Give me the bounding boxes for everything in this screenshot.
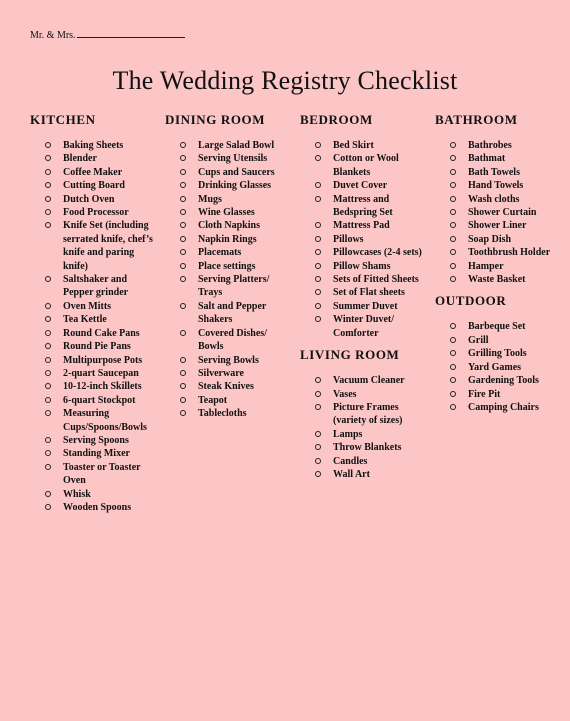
circle-bullet-icon	[315, 458, 321, 464]
checklist-item-label: Pillowcases (2-4 sets)	[333, 247, 422, 259]
circle-bullet-icon	[450, 196, 456, 202]
checklist-item	[30, 273, 158, 300]
checklist-item	[300, 273, 428, 286]
checklist-item-label: Large Salad Bowl	[198, 140, 275, 151]
checklist-item	[435, 219, 563, 232]
circle-bullet-icon	[45, 450, 51, 456]
circle-bullet-icon	[315, 196, 321, 202]
checklist-item-label: Duvet Cover	[333, 180, 388, 192]
column-3	[300, 112, 428, 481]
checklist-item	[300, 246, 428, 259]
checklist-item	[30, 367, 158, 380]
checklist-item-label: Vases	[333, 388, 357, 400]
checklist-item-label: Lamps	[333, 428, 363, 440]
checklist-item-label: Grill	[468, 334, 489, 346]
circle-bullet-icon	[450, 263, 456, 269]
checklist-item-label: Cotton or Wool Blankets	[333, 153, 399, 178]
checklist-item	[30, 461, 158, 488]
column-4	[435, 112, 563, 414]
checklist-item	[435, 233, 563, 246]
circle-bullet-icon	[180, 410, 186, 416]
circle-bullet-icon	[450, 182, 456, 188]
circle-bullet-icon	[45, 370, 51, 376]
section-heading: BEDROOM	[300, 112, 373, 127]
circle-bullet-icon	[450, 209, 456, 215]
checklist-item	[300, 152, 428, 179]
circle-bullet-icon	[45, 397, 51, 403]
section-heading: OUTDOOR	[435, 293, 507, 309]
checklist-item	[30, 179, 158, 192]
checklist-item	[435, 320, 563, 333]
checklist-item-label: Cups and Saucers	[198, 166, 275, 178]
circle-bullet-icon	[45, 437, 51, 443]
circle-bullet-icon	[450, 364, 456, 370]
checklist-item-label: Gardening Tools	[468, 375, 539, 387]
circle-bullet-icon	[180, 249, 186, 255]
circle-bullet-icon	[180, 142, 186, 148]
names-blank	[77, 28, 185, 38]
checklist-item	[30, 354, 158, 367]
checklist-item-label: Wash cloths	[468, 193, 520, 205]
checklist-item	[300, 401, 428, 428]
circle-bullet-icon	[45, 169, 51, 175]
checklist-item-label: Sets of Fitted Sheets	[333, 274, 419, 286]
circle-bullet-icon	[45, 196, 51, 202]
checklist-item	[30, 139, 158, 152]
checklist-item-label: Multipurpose Pots	[63, 354, 143, 366]
circle-bullet-icon	[180, 263, 186, 269]
checklist-item-label: Mugs	[198, 193, 222, 205]
checklist-item-label: Knife Set (including serrated knife, chef’s knife and paring knife)	[63, 220, 153, 272]
checklist-item	[435, 388, 563, 401]
checklist-item	[300, 286, 428, 299]
checklist-item	[435, 193, 563, 206]
circle-bullet-icon	[450, 350, 456, 356]
checklist-item	[165, 246, 293, 259]
checklist-item-label: Candles	[333, 455, 368, 467]
checklist-item	[30, 206, 158, 219]
checklist-item	[435, 273, 563, 286]
circle-bullet-icon	[180, 196, 186, 202]
checklist-item	[165, 354, 293, 367]
circle-bullet-icon	[315, 316, 321, 322]
circle-bullet-icon	[450, 169, 456, 175]
circle-bullet-icon	[315, 182, 321, 188]
circle-bullet-icon	[180, 169, 186, 175]
checklist-item-label: Standing Mixer	[63, 448, 130, 460]
checklist-item	[435, 260, 563, 273]
circle-bullet-icon	[450, 222, 456, 228]
checklist-item-label: Dutch Oven	[63, 193, 115, 205]
circle-bullet-icon	[180, 182, 186, 188]
checklist-item-label: Tablecloths	[198, 408, 247, 420]
checklist-item	[300, 468, 428, 481]
checklist	[165, 139, 293, 421]
checklist-item-label: Pillows	[333, 233, 364, 245]
checklist-item-label: Drinking Glasses	[198, 180, 272, 192]
circle-bullet-icon	[180, 330, 186, 336]
checklist-item	[165, 219, 293, 232]
checklist-item-label: Bathmat	[468, 153, 506, 165]
circle-bullet-icon	[315, 471, 321, 477]
circle-bullet-icon	[45, 410, 51, 416]
checklist-item-label: Bathrobes	[468, 140, 512, 151]
checklist	[300, 139, 428, 340]
circle-bullet-icon	[315, 249, 321, 255]
checklist-item	[165, 166, 293, 179]
circle-bullet-icon	[45, 276, 51, 282]
circle-bullet-icon	[45, 464, 51, 470]
checklist-item-label: Measuring Cups/Spoons/Bowls	[63, 408, 147, 433]
column-1	[30, 112, 158, 514]
checklist-item	[165, 260, 293, 273]
column-2	[165, 112, 293, 421]
circle-bullet-icon	[45, 182, 51, 188]
checklist-item-label: Fire Pit	[468, 388, 501, 400]
checklist-item-label: Placemats	[198, 247, 242, 259]
checklist-item-label: Summer Duvet	[333, 300, 398, 312]
checklist-item-label: Toaster or Toaster Oven	[63, 461, 141, 487]
checklist-item	[300, 193, 428, 220]
checklist-item-label: Mattress Pad	[333, 220, 390, 232]
circle-bullet-icon	[315, 289, 321, 295]
checklist-item-label: 2-quart Saucepan	[63, 367, 139, 379]
checklist-item-label: Hamper	[468, 260, 504, 272]
checklist-item	[30, 219, 158, 273]
checklist-item	[165, 367, 293, 380]
checklist-item-label: Place settings	[198, 260, 256, 272]
checklist-item	[300, 139, 428, 152]
checklist-item	[30, 434, 158, 447]
checklist-item	[165, 193, 293, 206]
checklist	[435, 320, 563, 414]
circle-bullet-icon	[180, 383, 186, 389]
checklist-item	[300, 313, 428, 340]
checklist-item-label: Wall Art	[333, 468, 370, 480]
checklist-item-label: Silverware	[198, 367, 244, 379]
circle-bullet-icon	[45, 343, 51, 349]
checklist-item	[165, 300, 293, 327]
circle-bullet-icon	[450, 236, 456, 242]
checklist-item-label: Round Pie Pans	[63, 341, 131, 353]
checklist-item-label: Serving Spoons	[63, 434, 129, 446]
checklist-item	[165, 380, 293, 393]
checklist-item-label: Saltshaker and Pepper grinder	[63, 274, 129, 299]
checklist-item-label: Cutting Board	[63, 180, 125, 192]
circle-bullet-icon	[450, 276, 456, 282]
checklist-item	[300, 260, 428, 273]
checklist-item-label: Teapot	[198, 394, 228, 406]
checklist-item-label: Throw Blankets	[333, 442, 402, 454]
circle-bullet-icon	[450, 142, 456, 148]
circle-bullet-icon	[45, 330, 51, 336]
checklist-item	[30, 501, 158, 514]
checklist-item-label: Grilling Tools	[468, 348, 527, 360]
checklist-item-label: Serving Bowls	[198, 354, 259, 366]
checklist-item-label: Yard Games	[468, 361, 522, 373]
circle-bullet-icon	[180, 155, 186, 161]
checklist-item-label: Wine Glasses	[198, 207, 255, 219]
section-heading: KITCHEN	[30, 112, 96, 127]
circle-bullet-icon	[450, 391, 456, 397]
checklist-item-label: Baking Sheets	[63, 140, 124, 151]
checklist-item	[300, 455, 428, 468]
checklist-item	[435, 401, 563, 414]
checklist-item-label: Camping Chairs	[468, 401, 539, 413]
checklist-item	[300, 441, 428, 454]
checklist-item	[30, 300, 158, 313]
checklist-item-label: Oven Mitts	[63, 300, 112, 312]
checklist-item-label: Winter Duvet/ Comforter	[333, 314, 395, 339]
circle-bullet-icon	[450, 155, 456, 161]
checklist-item	[165, 327, 293, 354]
checklist-item-label: Serving Platters/ Trays	[198, 274, 270, 299]
checklist-item	[30, 447, 158, 460]
checklist-item	[300, 179, 428, 192]
circle-bullet-icon	[45, 155, 51, 161]
circle-bullet-icon	[315, 155, 321, 161]
checklist-item-label: Bath Towels	[468, 166, 520, 178]
circle-bullet-icon	[450, 377, 456, 383]
circle-bullet-icon	[180, 209, 186, 215]
circle-bullet-icon	[180, 222, 186, 228]
checklist-item	[300, 219, 428, 232]
checklist-item-label: Napkin Rings	[198, 233, 257, 245]
circle-bullet-icon	[315, 431, 321, 437]
checklist-item	[435, 246, 563, 259]
checklist-item	[30, 166, 158, 179]
checklist-item	[30, 394, 158, 407]
checklist-item	[300, 300, 428, 313]
checklist-item	[300, 388, 428, 401]
checklist-item-label: Covered Dishes/ Bowls	[198, 327, 267, 353]
checklist-item-label: Toothbrush Holder	[468, 247, 551, 259]
section-heading: DINING ROOM	[165, 112, 266, 127]
circle-bullet-icon	[45, 383, 51, 389]
checklist	[435, 139, 563, 286]
checklist-item-label: 10-12-inch Skillets	[63, 381, 142, 393]
checklist-item	[30, 407, 158, 434]
circle-bullet-icon	[315, 444, 321, 450]
checklist-item-label: Whisk	[63, 488, 91, 500]
checklist-item-label: Barbeque Set	[468, 321, 526, 333]
circle-bullet-icon	[180, 303, 186, 309]
circle-bullet-icon	[315, 263, 321, 269]
checklist-item	[165, 152, 293, 165]
checklist-item-label: 6-quart Stockpot	[63, 394, 136, 406]
circle-bullet-icon	[45, 303, 51, 309]
names-label: Mr. & Mrs.	[30, 30, 76, 41]
checklist-item-label: Shower Liner	[468, 220, 527, 232]
checklist-item	[30, 193, 158, 206]
checklist-item	[435, 206, 563, 219]
checklist-item	[435, 374, 563, 387]
checklist-item-label: Set of Flat sheets	[333, 287, 405, 299]
checklist-item	[300, 428, 428, 441]
circle-bullet-icon	[315, 404, 321, 410]
checklist-item-label: Waste Basket	[468, 274, 526, 286]
checklist-item	[435, 347, 563, 360]
checklist-item	[165, 139, 293, 152]
checklist-item	[435, 361, 563, 374]
checklist-item	[30, 327, 158, 340]
circle-bullet-icon	[45, 222, 51, 228]
checklist-item-label: Food Processor	[63, 207, 129, 219]
section-heading: BATHROOM	[435, 112, 518, 127]
circle-bullet-icon	[45, 316, 51, 322]
checklist-item	[30, 340, 158, 353]
checklist-item-label: Mattress and Bedspring Set	[333, 193, 393, 219]
checklist-item-label: Vacuum Cleaner	[333, 375, 405, 387]
checklist-item-label: Pillow Shams	[333, 260, 391, 272]
circle-bullet-icon	[180, 397, 186, 403]
checklist-item-label: Picture Frames (variety of sizes)	[333, 401, 403, 427]
checklist-item-label: Soap Dish	[468, 233, 512, 245]
checklist-item-label: Serving Utensils	[198, 153, 268, 165]
circle-bullet-icon	[315, 142, 321, 148]
checklist-item-label: Round Cake Pans	[63, 327, 140, 339]
checklist-item-label: Steak Knives	[198, 381, 254, 393]
checklist-item	[165, 394, 293, 407]
checklist-item	[300, 233, 428, 246]
checklist-item-label: Tea Kettle	[63, 314, 107, 326]
circle-bullet-icon	[315, 222, 321, 228]
circle-bullet-icon	[315, 391, 321, 397]
checklist-item	[435, 334, 563, 347]
checklist-item-label: Salt and Pepper Shakers	[198, 300, 267, 326]
checklist	[30, 139, 158, 514]
checklist	[300, 374, 428, 481]
circle-bullet-icon	[180, 357, 186, 363]
checklist-item	[435, 179, 563, 192]
checklist-item	[435, 166, 563, 179]
circle-bullet-icon	[45, 142, 51, 148]
circle-bullet-icon	[180, 370, 186, 376]
checklist-item-label: Blender	[63, 153, 97, 165]
checklist-item-label: Coffee Maker	[63, 166, 123, 178]
checklist-item	[30, 313, 158, 326]
circle-bullet-icon	[180, 236, 186, 242]
checklist-item	[165, 179, 293, 192]
circle-bullet-icon	[450, 323, 456, 329]
checklist-item	[165, 407, 293, 420]
circle-bullet-icon	[315, 377, 321, 383]
checklist-item	[435, 152, 563, 165]
checklist-item	[30, 488, 158, 501]
checklist-item-label: Shower Curtain	[468, 207, 537, 219]
checklist-item-label: Bed Skirt	[333, 140, 374, 151]
section-heading: LIVING ROOM	[300, 347, 400, 363]
circle-bullet-icon	[450, 337, 456, 343]
checklist-item	[165, 206, 293, 219]
checklist-item	[435, 139, 563, 152]
circle-bullet-icon	[450, 249, 456, 255]
checklist-item	[165, 273, 293, 300]
circle-bullet-icon	[45, 209, 51, 215]
circle-bullet-icon	[45, 357, 51, 363]
circle-bullet-icon	[315, 303, 321, 309]
circle-bullet-icon	[450, 404, 456, 410]
circle-bullet-icon	[45, 491, 51, 497]
checklist-item-label: Hand Towels	[468, 180, 524, 192]
checklist-item	[300, 374, 428, 387]
page-title: The Wedding Registry Checklist	[112, 66, 458, 95]
names-line	[30, 28, 185, 41]
checklist-item	[30, 380, 158, 393]
checklist-item	[30, 152, 158, 165]
circle-bullet-icon	[315, 276, 321, 282]
circle-bullet-icon	[180, 276, 186, 282]
checklist-item-label: Cloth Napkins	[198, 220, 260, 232]
checklist-item-label: Wooden Spoons	[63, 501, 132, 513]
circle-bullet-icon	[315, 236, 321, 242]
circle-bullet-icon	[45, 504, 51, 510]
checklist-item	[165, 233, 293, 246]
